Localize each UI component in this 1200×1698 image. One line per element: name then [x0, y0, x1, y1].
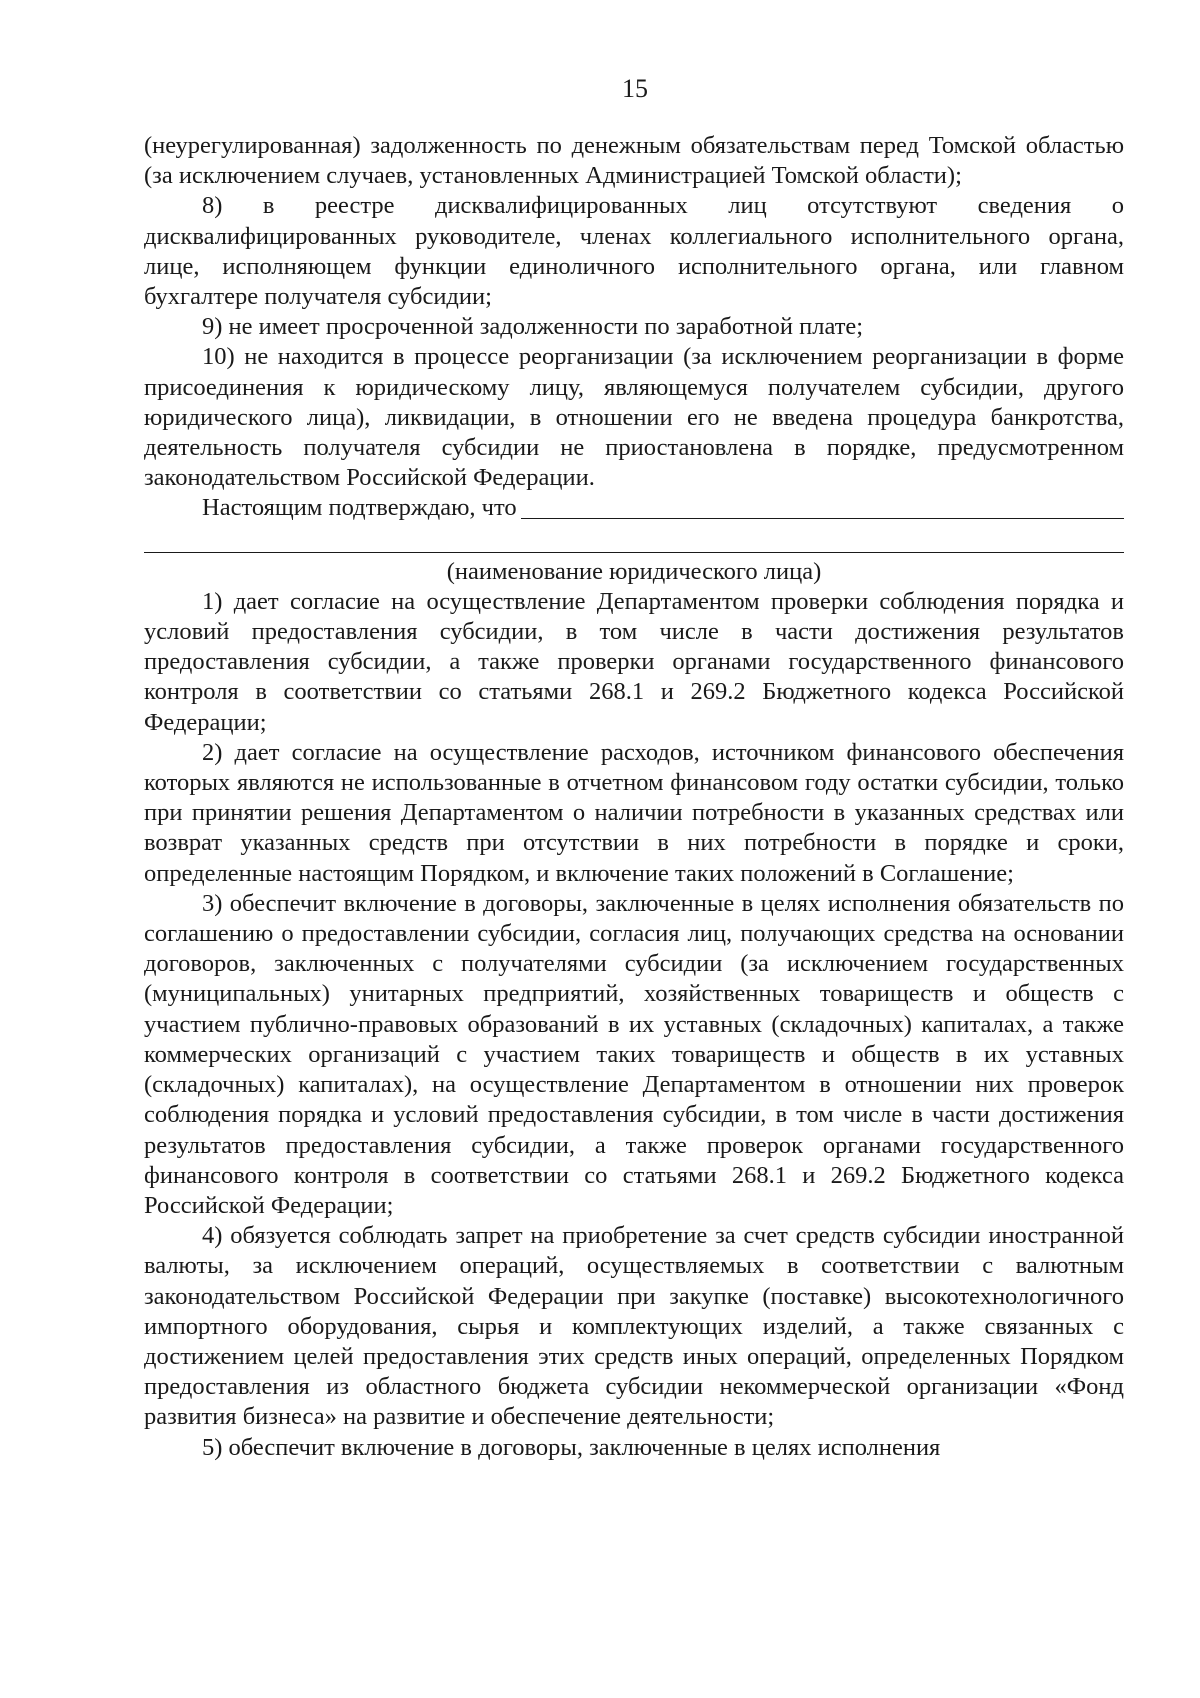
document-body	[144, 131, 1124, 1463]
entity-name-caption: (наименование юридического лица)	[446, 557, 822, 585]
paragraph-item-10: 10) не находится в процессе реорганизации (за исключением реорганизации в форме присоединения к юридическому лицу, являющемуся получателем субсидии, другого юридического лица), ликвидации, в отношении его не введена процедура банкротства, деятельность получателя субсидии не приостановлена в порядке, предусмотренном законодательством Российской Федерации.	[144, 343, 1124, 492]
consent-item-4: 4) обязуется соблюдать запрет на приобретение за счет средств субсидии иностранной валюты, за исключением операций, осуществляемых в соответствии с валютным законодательством Российской Федерации при закупке (поставке) высокотехнологичного импортного оборудования, сырья и комплектующих изделий, а также связанных с достижением целей предоставления этих средств иных операций, определенных Порядком предоставления из областного бюджета субсидии некоммерческой организации «Фонд развития бизнеса» на развитие и обеспечение деятельности;	[144, 1222, 1124, 1431]
entity-name-blank-continued	[144, 523, 1124, 553]
consent-item-5: 5) обеспечит включение в договоры, заключенные в целях исполнения	[202, 1433, 941, 1461]
paragraph-item-8: 8) в реестре дисквалифицированных лиц отсутствуют сведения о дисквалифицированных руководителе, членах коллегиального исполнительного органа, лице, исполняющем функции единоличного исполнительного органа, или главном бухгалтере получателя субсидии;	[144, 192, 1124, 311]
consent-item-3: 3) обеспечит включение в договоры, заключенные в целях исполнения обязательств по соглашению о предоставлении субсидии, согласия лиц, получающих средства на основании договоров, заключенных с получателями субсидии (за исключением государственных (муниципальных) унитарных предприятий, хозяйственных товариществ и обществ с участием публично-правовых образований в их уставных (складочных) капиталах, а также коммерческих организаций с участием таких товариществ и обществ в их уставных (складочных) капиталах), на осуществление Департаментом в отношении них проверок соблюдения порядка и условий предоставления субсидии, в том числе в части достижения результатов предоставления субсидии, а также проверок органами государственного финансового контроля в соответствии со статьями 268.1 и 269.2 Бюджетного кодекса Российской Федерации;	[144, 889, 1124, 1219]
entity-name-blank	[521, 517, 1124, 519]
paragraph-continuation: (неурегулированная) задолженность по денежным обязательствам перед Томской областью (за исключением случаев, установленных Администрацией Томской области);	[144, 132, 1124, 190]
page-number: 15	[622, 74, 648, 103]
confirmation-label: Настоящим подтверждаю, что	[202, 494, 517, 522]
paragraph-item-9: 9) не имеет просроченной задолженности по заработной плате;	[202, 313, 864, 341]
consent-item-2: 2) дает согласие на осуществление расходов, источником финансового обеспечения которых являются не использованные в отчетном финансовом году остатки субсидии, только при принятии решения Департаментом о наличии потребности в указанных средствах или возврат указанных средств при отсутствии в них потребности в порядке и сроки, определенные настоящим Порядком, и включение таких положений в Соглашение;	[144, 738, 1124, 887]
confirmation-line	[144, 493, 1124, 523]
consent-item-1: 1) дает согласие на осуществление Департаментом проверки соблюдения порядка и условий предоставления субсидии, в том числе в части достижения результатов предоставления субсидии, а также проверки органами государственного финансового контроля в соответствии со статьями 268.1 и 269.2 Бюджетного кодекса Российской Федерации;	[144, 587, 1124, 736]
